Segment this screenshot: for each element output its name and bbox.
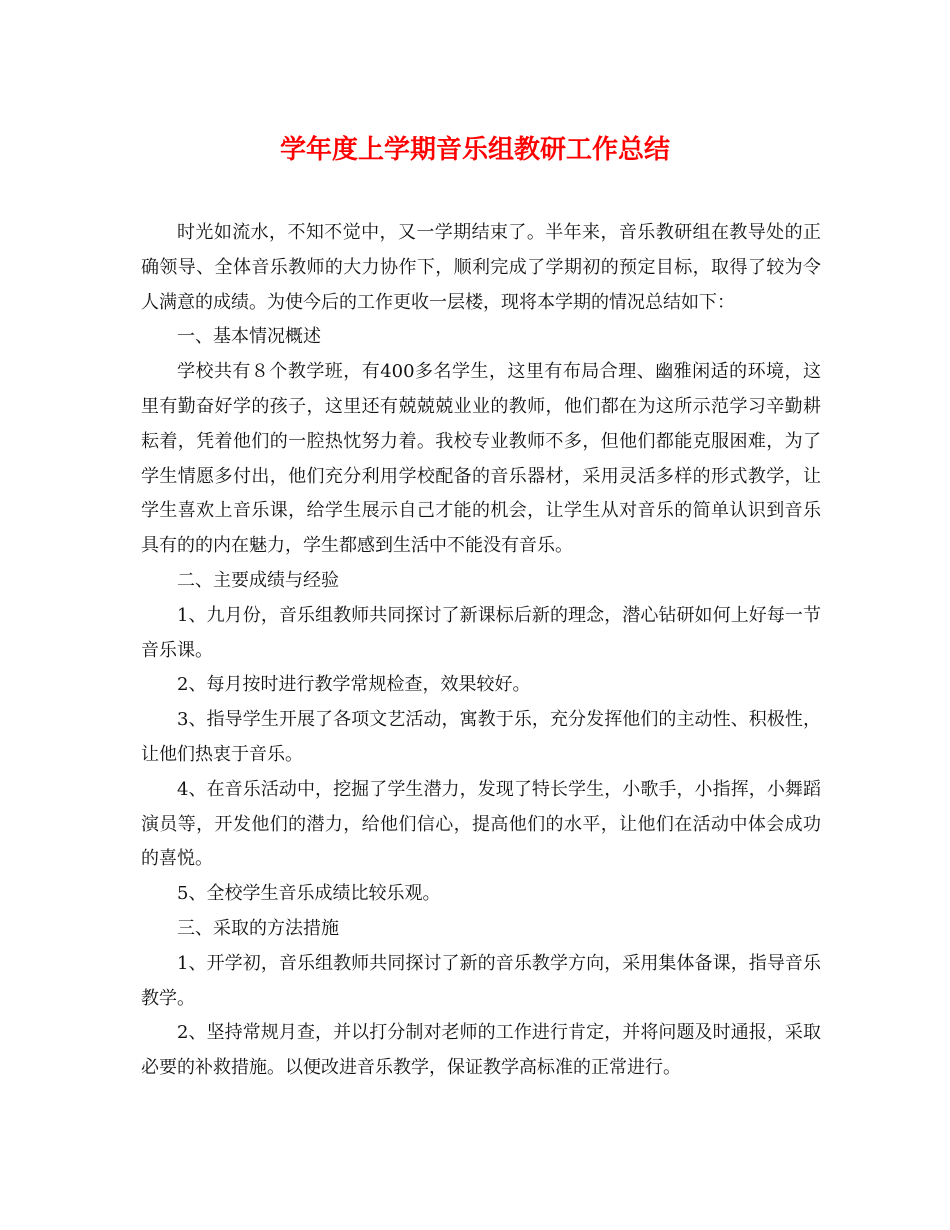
- list-item-achievement-3: 3、指导学生开展了各项文艺活动，寓教于乐，充分发挥他们的主动性、积极性，让他们热衷于音乐。: [141, 709, 821, 765]
- list-item-measure-2: 2、坚持常规月查，并以打分制对老师的工作进行肯定，并将问题及时通报，采取必要的补救措施。以便改进音乐教学，保证教学高标准的正常进行。: [141, 1022, 821, 1079]
- document-title: 学年度上学期音乐组教研工作总结: [279, 135, 670, 165]
- list-item-measure-1: 1、开学初，音乐组教师共同探讨了新的音乐教学方向，采用集体备课，指导音乐教学。: [141, 952, 821, 1009]
- section-heading-measures: 三、采取的方法措施: [177, 917, 339, 939]
- paragraph-intro: 时光如流水，不知不觉中，又一学期结束了。半年来，音乐教研组在教导处的正确领导、全体音乐教师的大力协作下，顺利完成了学期初的预定目标，取得了较为令人满意的成绩。为使今后的工作更收一层楼，现将本学期的情况总结如下：: [141, 222, 821, 313]
- paragraph-overview: 学校共有８个教学班，有400多名学生，这里有布局合理、幽雅闲适的环境，这里有勤奋好学的孩子，这里还有兢兢兢业业的教师，他们都在为这所示范学习辛勤耕耘着，凭着他们的一腔热忱努力着。我校专业教师不多，但他们都能克服困难，为了学生情愿多付出，他们充分利用学校配备的音乐器材，采用灵活多样的形式教学，让学生喜欢上音乐课，给学生展示自己才能的机会，让学生从对音乐的简单认识到音乐具有的的内在魅力，学生都感到生活中不能没有音乐。: [141, 361, 821, 557]
- section-heading-overview: 一、基本情况概述: [177, 326, 321, 348]
- list-item-achievement-1: 1、九月份，音乐组教师共同探讨了新课标后新的理念，潜心钻研如何上好每一节音乐课。: [141, 604, 821, 661]
- section-heading-achievements: 二、主要成绩与经验: [177, 569, 339, 591]
- list-item-achievement-5: 5、全校学生音乐成绩比较乐观。: [177, 883, 441, 905]
- document-body: [141, 216, 821, 1086]
- list-item-achievement-4: 4、在音乐活动中，挖掘了学生潜力，发现了特长学生，小歌手，小指挥，小舞蹈演员等，开发他们的潜力，给他们信心，提高他们的水平，让他们在活动中体会成功的喜悦。: [141, 778, 821, 870]
- list-item-achievement-2: 2、每月按时进行教学常规检查，效果较好。: [177, 674, 531, 696]
